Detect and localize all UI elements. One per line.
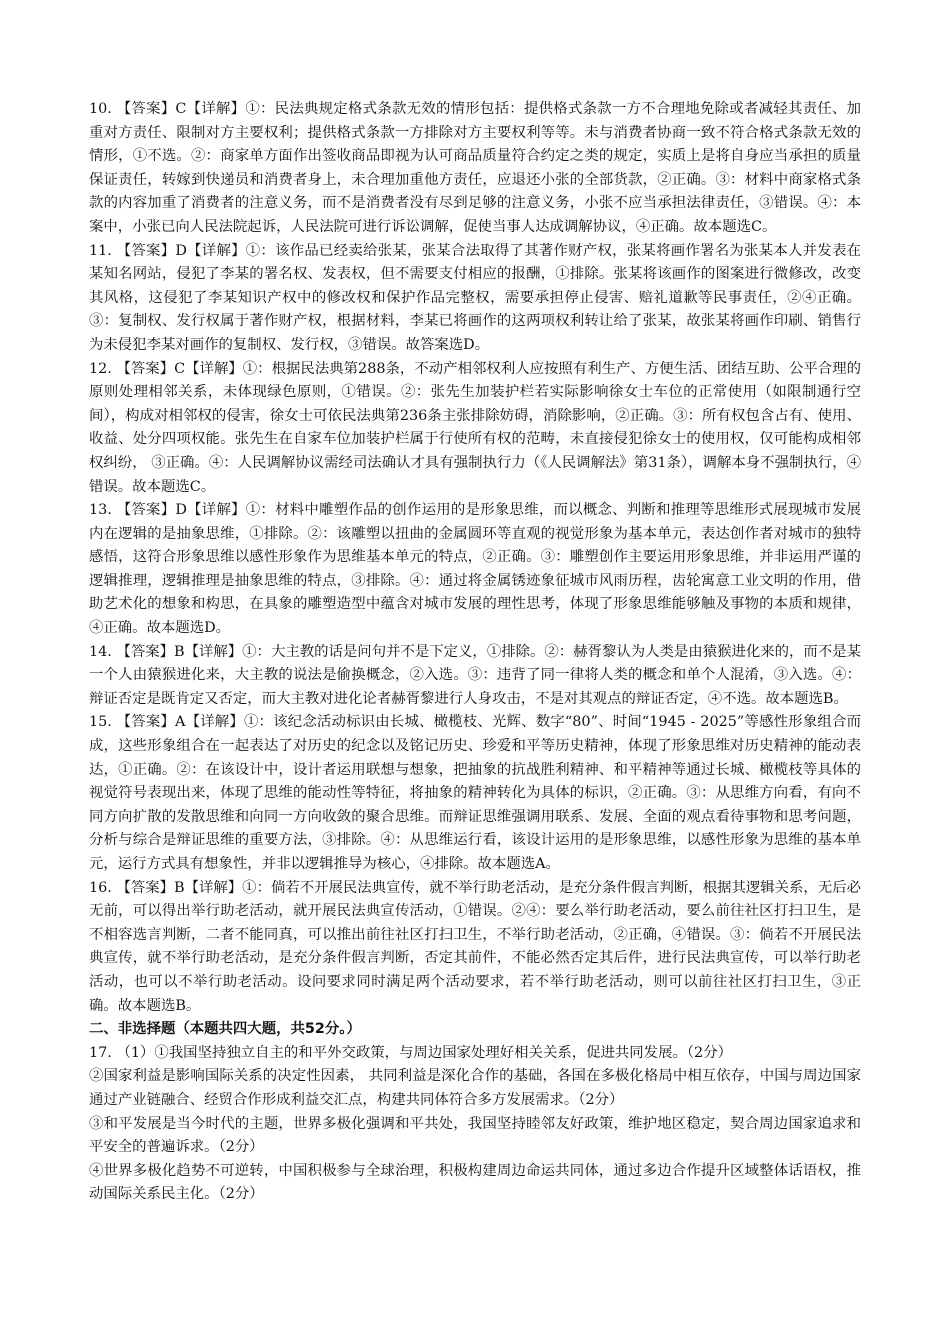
answer-q11: 11. 【答案】D【详解】①：该作品已经卖给张某，张某合法取得了其著作财产权，张某将画作署名为张某本人并发表在某知名网站，侵犯了李某的署名权、发表权，但不需要支付相应的报酬，①排除。张某将该画作的图案进行微修改，改变其风格，这侵犯了李某知识产权中的修改权和保护作品完整权，需要承担停止侵害、赔礼道歉等民事责任，②④正确。③：复制权、发行权属于著作财产权，根据材料，李某已将画作的这两项权利转让给了张某，故张某将画作印刷、销售行为未侵犯李某对画作的复制权、发行权，③错误。故答案选D。 [89,242,861,353]
answer-q17-point-2: ②国家利益是影响国际关系的决定性因素， 共同利益是深化合作的基础，各国在多极化格局中相互依存，中国与周边国家通过产业链融合、经贸合作形成利益交汇点，构建共同体符合多方发展需求。（2分） [89,1068,861,1108]
answer-q12: 12. 【答案】C【详解】①：根据民法典第288条，不动产相邻权利人应按照有利生产、方便生活、团结互助、公平合理的原则处理相邻关系，未体现绿色原则，①错误。②：张先生加装护栏若实际影响徐女士车位的正常使用（如限制通行空间），构成对相邻权的侵害，徐女士可依民法典第236条主张排除妨碍，消除影响，②正确。③：所有权包含占有、使用、收益、处分四项权能。张先生在自家车位加装护栏属于行使所有权的范畴，未直接侵犯徐女士的使用权，仅可能构成相邻权纠纷， ③正确。④：人民调解协议需经司法确认才具有强制执行力（《人民调解法》第31条），调解本身不强制执行，④错误。故本题选C。 [89,360,861,495]
answer-key-page [89,98,861,1207]
section-heading-non-choice: 二、非选择题（本题共四大题，共52分。） [89,1021,361,1038]
answer-q17-point-3: ③和平发展是当今时代的主题，世界多极化强调和平共处，我国坚持睦邻友好政策，维护地区稳定，契合周边国家追求和平安全的普遍诉求。（2分） [89,1115,861,1156]
answer-q10: 10. 【答案】C【详解】①：民法典规定格式条款无效的情形包括：提供格式条款一方不合理地免除或者减轻其责任、加重对方责任、限制对方主要权利；提供格式条款一方排除对方主要权利等等。未与消费者协商一致不符合格式条款无效的情形，①不选。②：商家单方面作出签收商品即视为认可商品质量符合约定之类的规定，实质上是将自身应当承担的质量保证责任，转嫁到快递员和消费者身上，未合理加重他方责任，应退还小张的全部货款，②正确。③：材料中商家格式条款的内容加重了消费者的注意义务，而不是消费者没有尽到足够的注意义务，小张不应当承担法律责任，③错误。④：本案中，小张已向人民法院起诉，人民法院可进行诉讼调解，促使当事人达成调解协议，④正确。故本题选C。 [89,101,861,235]
answer-q17-point-4: ④世界多极化趋势不可逆转，中国积极参与全球治理，积极构建周边命运共同体，通过多边合作提升区域整体话语权，推动国际关系民主化。（2分） [89,1162,861,1203]
answer-q17-point-1: 17. （1）①我国坚持独立自主的和平外交政策，与周边国家处理好相关关系，促进共同发展。（2分） [89,1044,732,1061]
answer-q13: 13. 【答案】D【详解】①：材料中雕塑作品的创作运用的是形象思维，而以概念、判断和推理等思维形式展现城市发展内在逻辑的是抽象思维，①排除。②：该雕塑以扭曲的金属圆环等直观的视觉形象为基本单元，表达创作者对城市的独特感悟，这符合形象思维以感性形象作为思维基本单元的特点，②正确。③：雕塑创作主要运用形象思维，并非运用严谨的逻辑推理，逻辑推理是抽象思维的特点，③排除。④：通过将金属锈迹象征城市风雨历程，齿轮寓意工业文明的作用，借助艺术化的想象和构思，在具象的雕塑造型中蕴含对城市发展的理性思考，体现了形象思维能够触及事物的本质和规律，④正确。故本题选D。 [89,502,861,637]
answer-q14: 14. 【答案】B【详解】①：大主教的话是问句并不是下定义，①排除。②：赫胥黎认为人类是由猿猴进化来的，而不是某一个人由猿猴进化来，大主教的说法是偷换概念，②入选。③：违背了同一律将人类的概念和单个人混淆，③入选。④：辩证否定是既肯定又否定，而大主教对进化论者赫胥黎进行人身攻击，不是对其观点的辩证否定，④不选。故本题选B。 [89,643,861,707]
answer-q15: 15. 【答案】A【详解】①：该纪念活动标识由长城、橄榄枝、光辉、数字“80”、时间“1945 - 2025”等感性形象组合而成，这些形象组合在一起表达了对历史的纪念以及铭记历史、珍爱和平等历史精神，体现了形象思维对历史精神的能动表达，①正确。②：在该设计中，设计者运用联想与想象，把抽象的抗战胜利精神、和平精神等通过长城、橄榄枝等具体的视觉符号表现出来，体现了思维的能动性等特征，将抽象的精神转化为具体的标识，②正确。③：从思维方向看，有向不同方向扩散的发散思维和向同一方向收敛的聚合思维。而辩证思维强调用联系、发展、全面的观点看待事物和思考问题，分析与综合是辩证思维的重要方法，③排除。④：从思维运行看，该设计运用的是形象思维，以感性形象为思维的基本单元，运行方式具有想象性，并非以逻辑推导为核心，④排除。故本题选A。 [89,714,861,872]
answer-q16: 16. 【答案】B【详解】①：倘若不开展民法典宣传，就不举行助老活动，是充分条件假言判断，根据其逻辑关系，无后必无前，可以得出举行助老活动，就开展民法典宣传活动，①错误。②④：要么举行助老活动，要么前往社区打扫卫生，是不相容选言判断，二者不能同真，可以推出前往社区打扫卫生，不举行助老活动，②正确，④错误。③：倘若不开展民法典宣传，就不举行助老活动，是充分条件假言判断，否定其前件，不能必然否定其后件，进行民法典宣传，可以举行助老活动，也可以不举行助老活动。设问要求同时满足两个活动要求，若不举行助老活动，则可以前往社区打扫卫生，③正确。故本题选B。 [89,879,861,1014]
